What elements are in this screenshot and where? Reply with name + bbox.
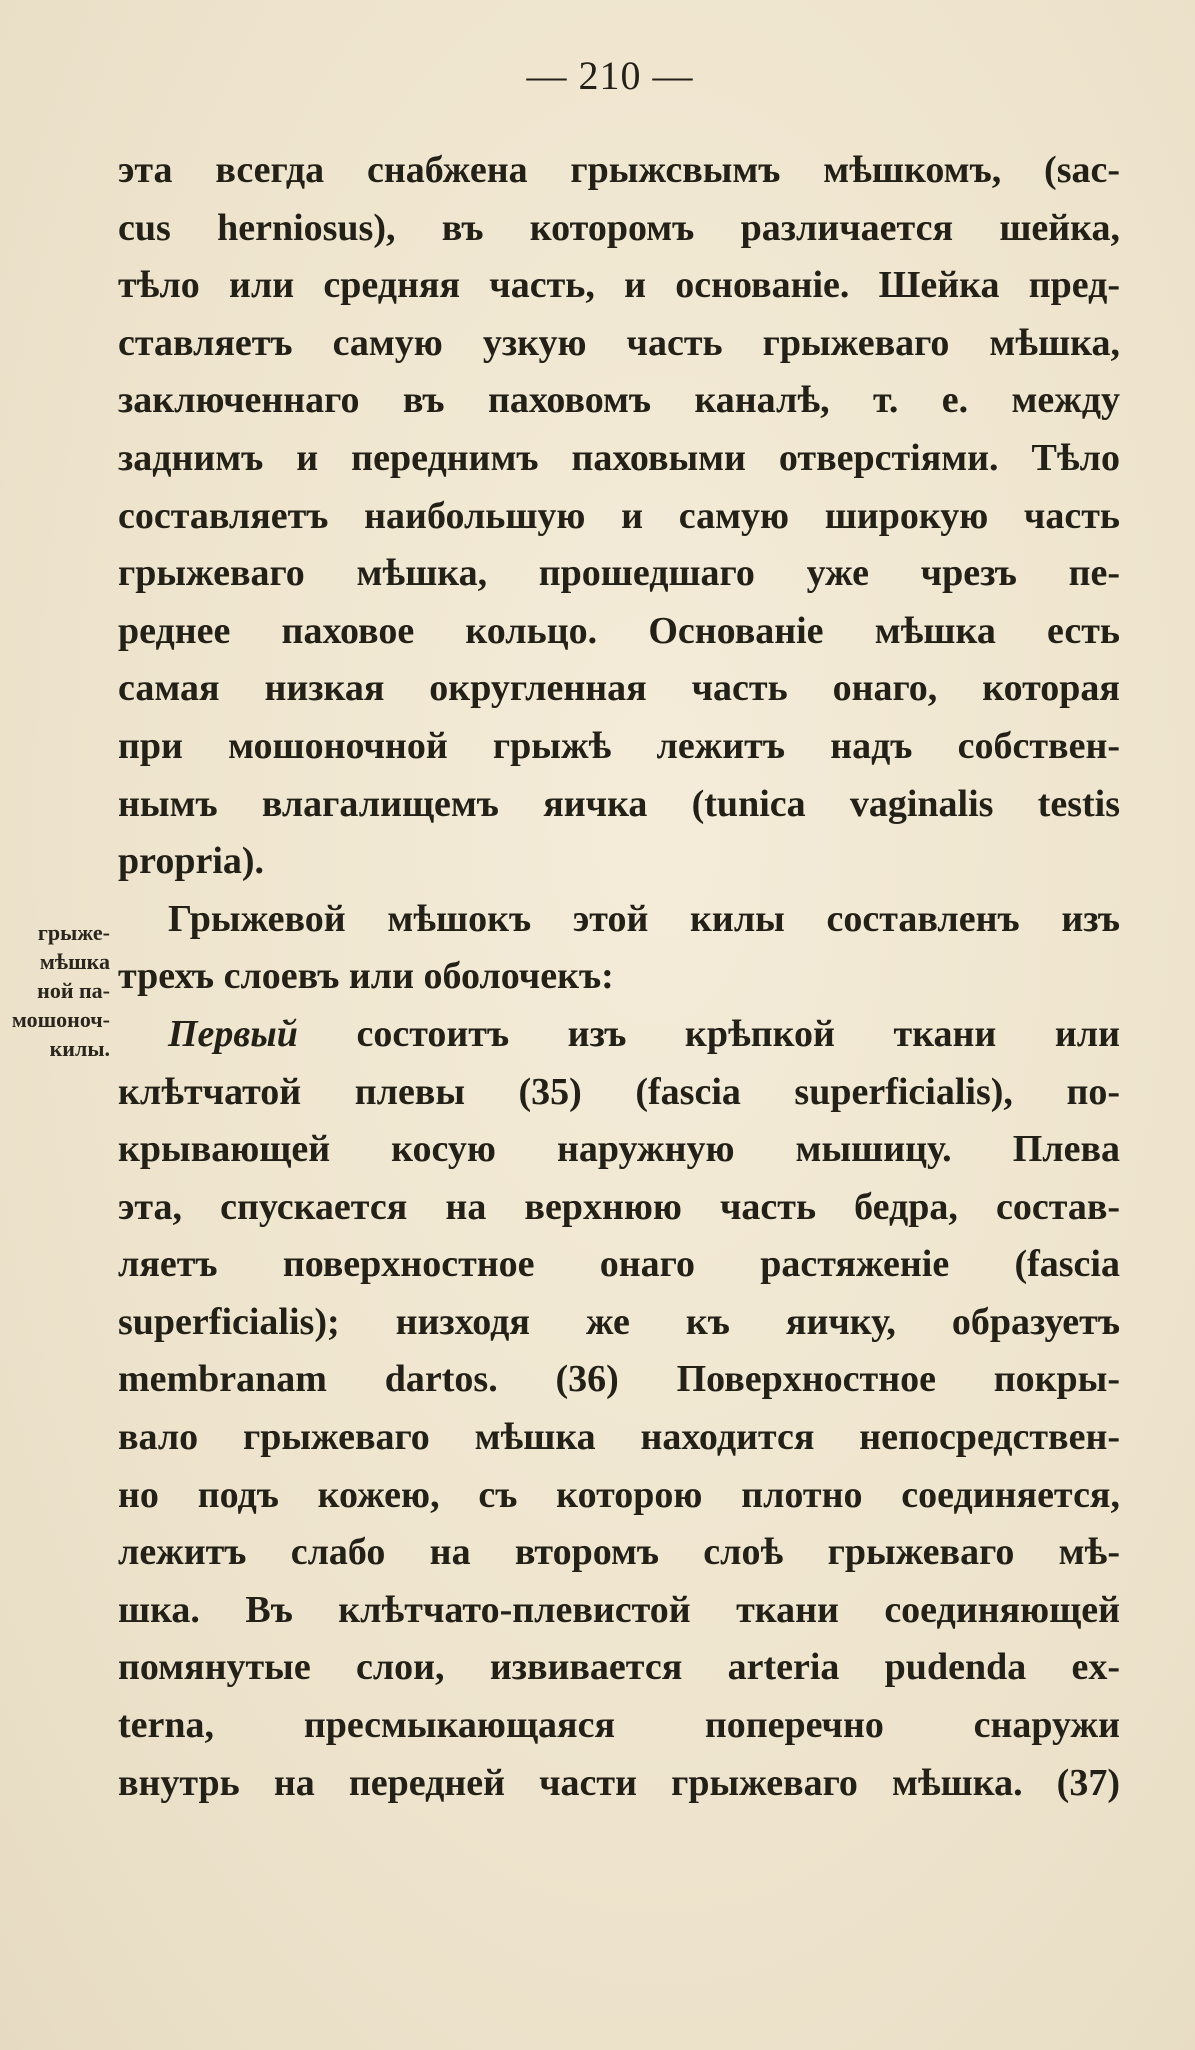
text-line	[118, 1006, 1120, 1064]
text-line: тѣло или средняя часть, и основаніе. Шейка пред-	[118, 264, 1120, 307]
margin-note-line: ной па-	[37, 978, 110, 1003]
paragraph-2	[118, 891, 1120, 1006]
text-line: внутрь на передней части грыжеваго мѣшка. (37)	[118, 1761, 1120, 1804]
text-line: cus herniosus), въ которомъ различается шейка,	[118, 206, 1120, 249]
text-line: лежитъ слабо на второмъ слоѣ грыжеваго мѣ-	[118, 1531, 1120, 1574]
text-line: заднимъ и переднимъ паховыми отверстіями. Тѣло	[118, 436, 1120, 479]
margin-note	[0, 918, 110, 1063]
text-line: membranam dartos. (36) Поверхностное покры-	[118, 1358, 1120, 1401]
text-line: крывающей косую наружную мышицу. Плева	[118, 1128, 1120, 1171]
emphasis-first-word: Первый	[168, 1012, 298, 1055]
text-line: реднее паховое кольцо. Основаніе мѣшка есть	[118, 609, 1120, 652]
text-line: нымъ влагалищемъ яичка (tunica vaginalis testis	[118, 782, 1120, 825]
text-line: superficialis); низходя же къ яичку, образуетъ	[118, 1300, 1120, 1343]
text-line: при мошоночной грыжѣ лежитъ надъ собствен-	[118, 724, 1120, 767]
text-line: эта, спускается на верхнюю часть бедра, состав-	[118, 1185, 1120, 1228]
body-text	[118, 142, 1120, 1812]
paragraph-3	[118, 1006, 1120, 1812]
text-line: Грыжевой мѣшокъ этой килы составленъ изъ	[168, 897, 1120, 940]
text-line: самая низкая округленная часть онаго, которая	[118, 667, 1120, 710]
text-line: ставляетъ самую узкую часть грыжеваго мѣшка,	[118, 321, 1120, 364]
margin-note-line: килы.	[49, 1036, 110, 1061]
margin-note-line: мѣшка	[39, 949, 110, 974]
text-line: эта всегда снабжена грыжсвымъ мѣшкомъ, (sac-	[118, 149, 1120, 191]
text-line: propria).	[118, 840, 265, 883]
text-line: шка. Въ клѣтчато-плевистой ткани соединяющей	[118, 1588, 1120, 1631]
text-line: составляетъ наибольшую и самую широкую часть	[118, 494, 1120, 537]
text-line: трехъ слоевъ или оболочекъ:	[118, 955, 614, 998]
text-line: вало грыжеваго мѣшка находится непосредствен-	[118, 1416, 1120, 1459]
text-line-rest: состоитъ изъ крѣпкой ткани или	[297, 1012, 1120, 1055]
text-line: но подъ кожею, съ которою плотно соединяется,	[118, 1473, 1120, 1516]
text-line: заключеннаго въ паховомъ каналѣ, т. е. между	[118, 379, 1120, 422]
margin-note-line: мошоноч-	[11, 1007, 110, 1032]
text-line: помянутые слои, извивается arteria pudenda ex-	[118, 1646, 1120, 1689]
text-line: terna, пресмыкающаяся поперечно снаружи	[118, 1704, 1120, 1747]
margin-note-line: грыже-	[37, 920, 110, 945]
text-line: клѣтчатой плевы (35) (fascia superficialis), по-	[118, 1070, 1120, 1113]
page-number: — 210 —	[526, 53, 694, 98]
paragraph-1	[118, 142, 1120, 891]
text-line: ляетъ поверхностное онаго растяженіе (fascia	[118, 1243, 1120, 1286]
text-line: грыжеваго мѣшка, прошедшаго уже чрезъ пе-	[118, 552, 1120, 595]
